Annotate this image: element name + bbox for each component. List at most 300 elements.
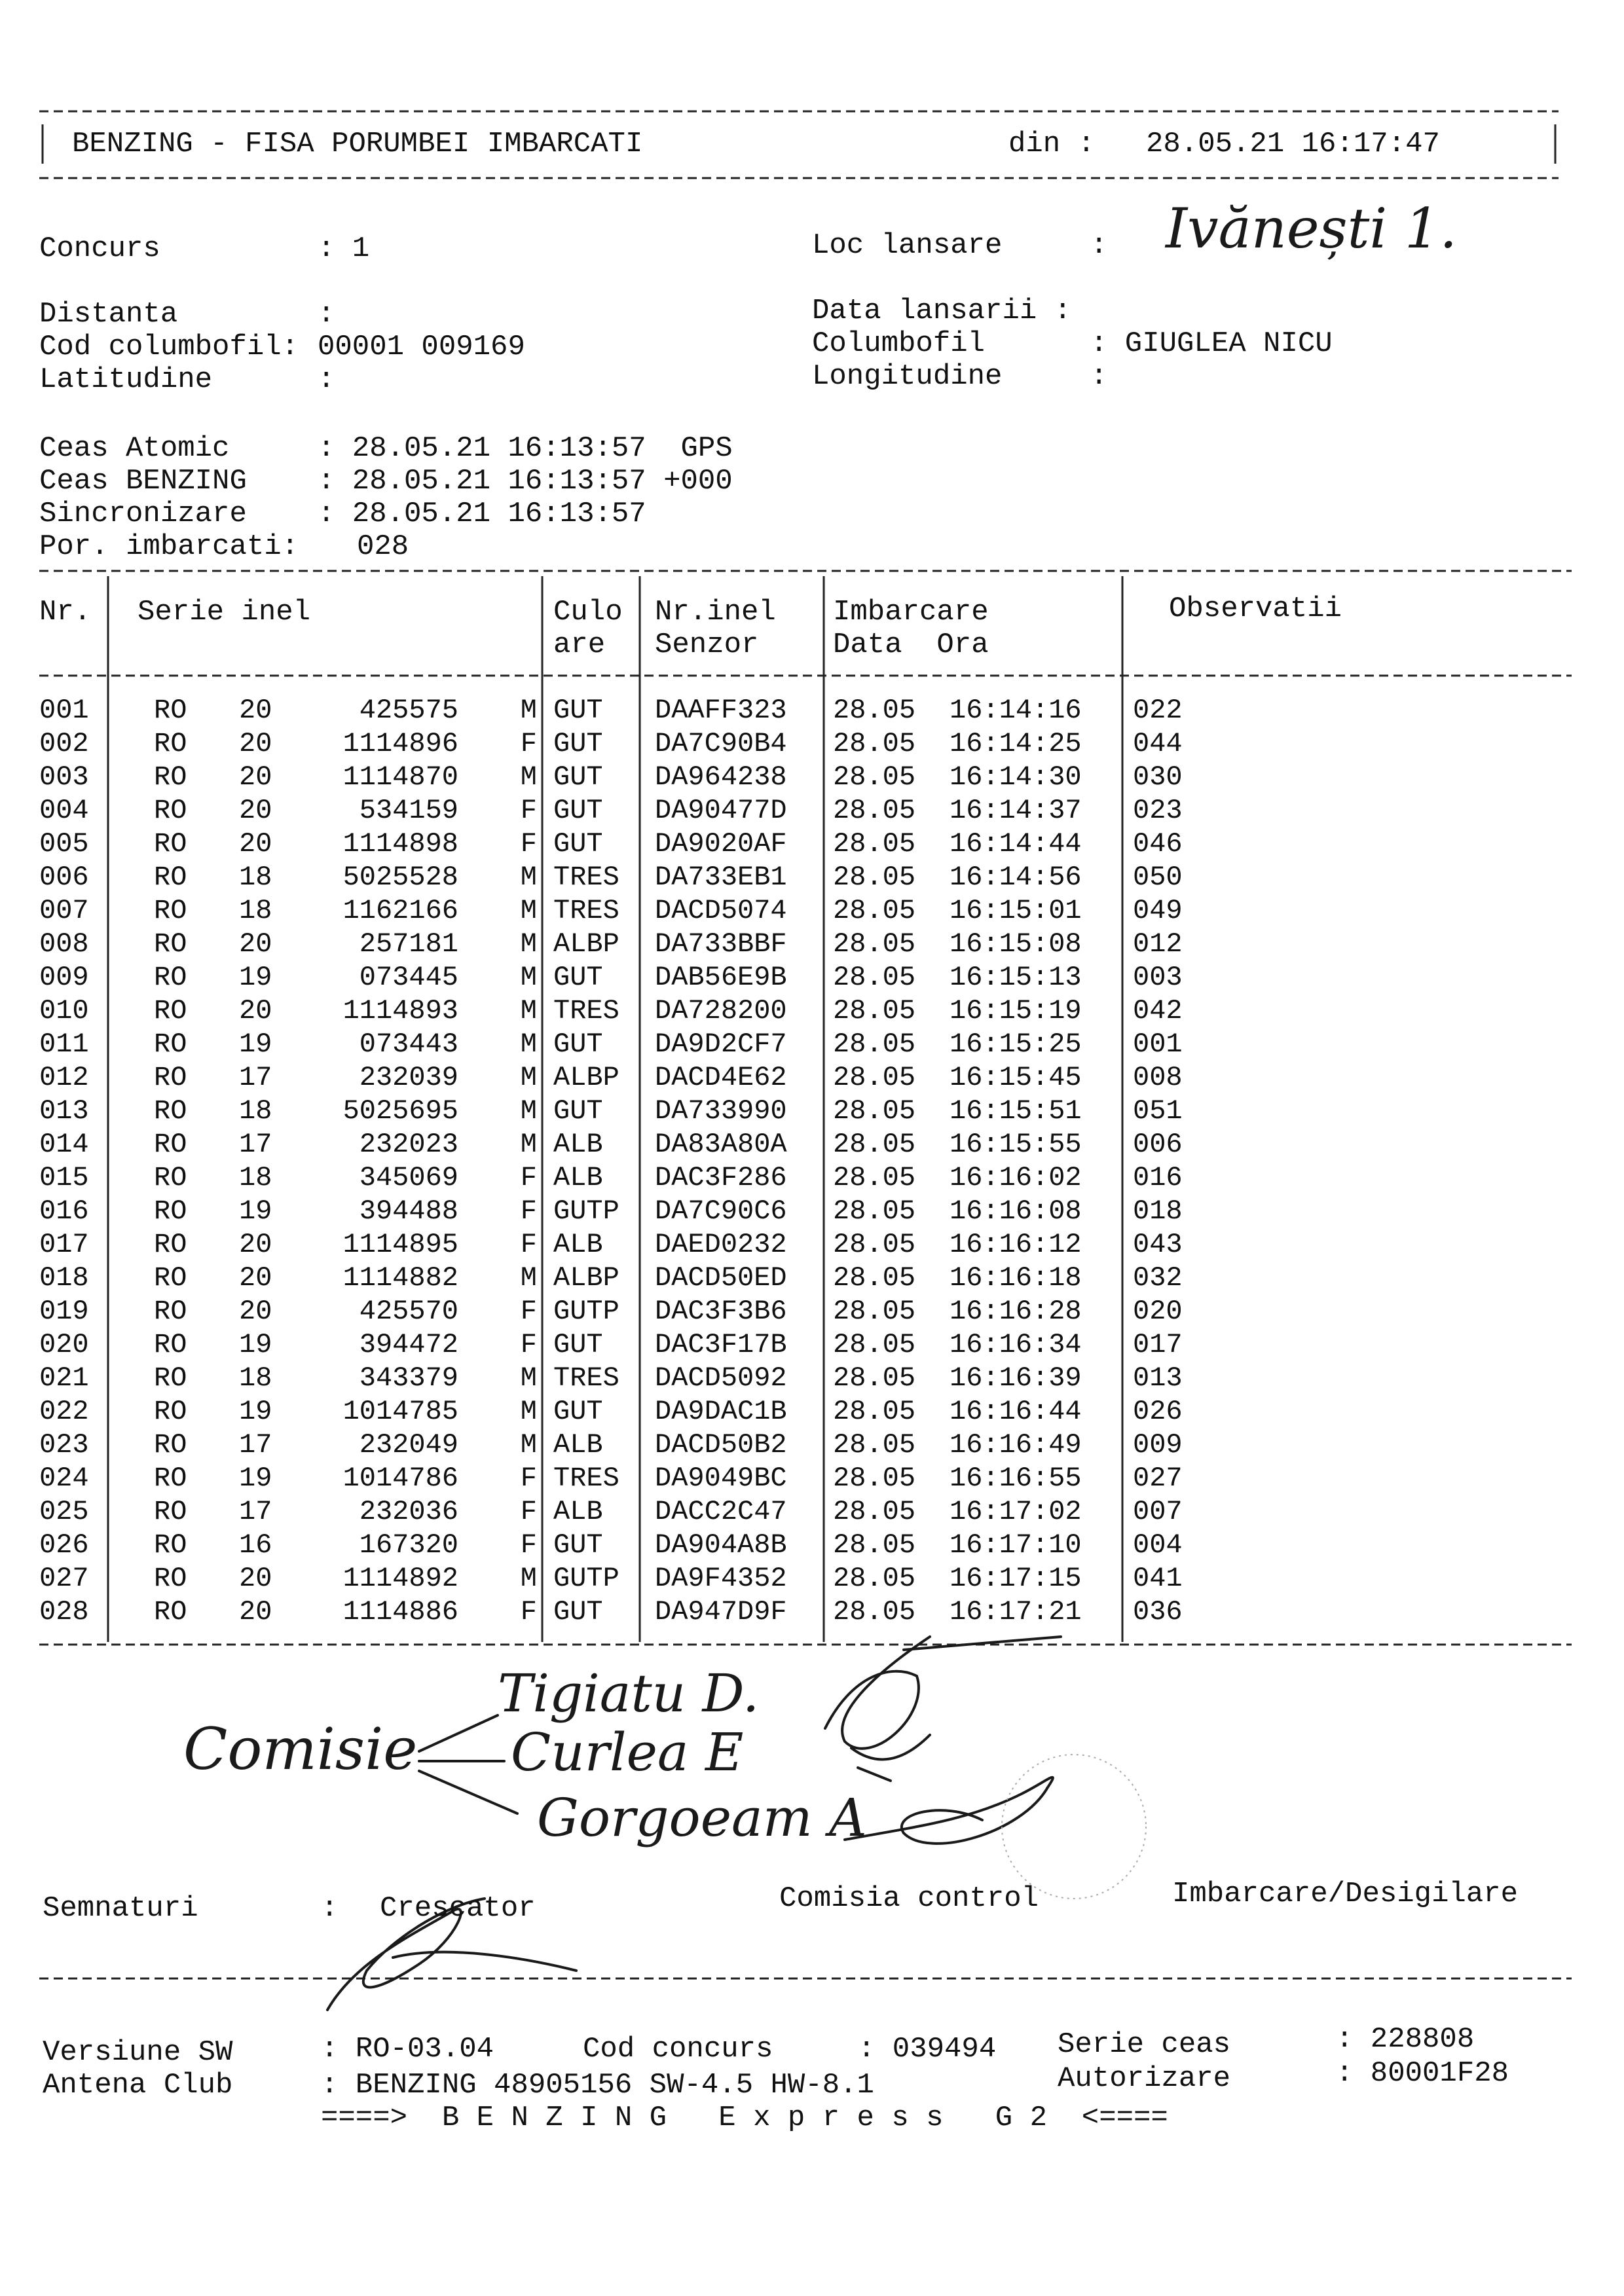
cell-ora: 16:16:18: [950, 1262, 1082, 1294]
cell-nr: 003: [39, 761, 89, 793]
cell-senzor: DACD4E62: [655, 1062, 787, 1093]
longitudine-label: Longitudine: [812, 360, 1003, 393]
cell-sex: M: [520, 695, 537, 726]
cell-tara: RO: [154, 928, 187, 960]
semnaturi-colon: :: [321, 1892, 339, 1925]
cell-sex: F: [520, 1195, 537, 1227]
cell-tara: RO: [154, 1329, 187, 1360]
cell-senzor: DA90477D: [655, 795, 787, 826]
cell-data: 28.05: [833, 1062, 916, 1093]
cell-data: 28.05: [833, 1596, 916, 1628]
cell-ora: 16:16:44: [950, 1396, 1082, 1427]
cell-culoare: GUT: [553, 1596, 603, 1628]
cell-nr: 009: [39, 962, 89, 993]
cell-data: 28.05: [833, 1262, 916, 1294]
cell-senzor: DA9020AF: [655, 828, 787, 860]
cell-sex: F: [520, 1463, 537, 1494]
cell-tara: RO: [154, 1062, 187, 1093]
cell-culoare: ALB: [553, 1229, 603, 1260]
cell-nr: 007: [39, 895, 89, 926]
latitudine-label: Latitudine: [39, 363, 213, 396]
cell-culoare: GUT: [553, 695, 603, 726]
cell-inel: 167320: [359, 1529, 458, 1561]
cell-ora: 16:14:25: [950, 728, 1082, 759]
cell-ora: 16:15:45: [950, 1062, 1082, 1093]
cell-tara: RO: [154, 795, 187, 826]
cell-an: 20: [239, 995, 272, 1027]
cell-an: 20: [239, 1296, 272, 1327]
cell-an: 18: [239, 1162, 272, 1194]
cell-nr: 016: [39, 1195, 89, 1227]
cell-senzor: DAAFF323: [655, 695, 787, 726]
cell-senzor: DACD5092: [655, 1362, 787, 1394]
cell-an: 20: [239, 828, 272, 860]
cell-obs: 012: [1133, 928, 1183, 960]
cell-tara: RO: [154, 728, 187, 759]
cell-obs: 042: [1133, 995, 1183, 1027]
cell-an: 16: [239, 1529, 272, 1561]
cell-data: 28.05: [833, 828, 916, 860]
cell-an: 20: [239, 1229, 272, 1260]
cell-ora: 16:14:30: [950, 761, 1082, 793]
cell-sex: M: [520, 1563, 537, 1594]
cell-ora: 16:14:44: [950, 828, 1082, 860]
cell-nr: 026: [39, 1529, 89, 1561]
cell-nr: 017: [39, 1229, 89, 1260]
cell-sex: M: [520, 895, 537, 926]
cell-ora: 16:16:28: [950, 1296, 1082, 1327]
cell-inel: 534159: [359, 795, 458, 826]
cell-culoare: GUT: [553, 795, 603, 826]
cell-data: 28.05: [833, 728, 916, 759]
cell-nr: 024: [39, 1463, 89, 1494]
cell-senzor: DA9F4352: [655, 1563, 787, 1594]
cell-inel: 394488: [359, 1195, 458, 1227]
cell-nr: 010: [39, 995, 89, 1027]
cell-senzor: DA947D9F: [655, 1596, 787, 1628]
cell-inel: 1114896: [342, 728, 458, 759]
pigeon-count-label: Por. imbarcati:: [39, 530, 299, 563]
signature-scribble-1: [825, 1637, 930, 1749]
cell-obs: 046: [1133, 828, 1183, 860]
cell-culoare: ALBP: [553, 1062, 619, 1093]
cell-data: 28.05: [833, 1229, 916, 1260]
crescator-label: Crescator: [380, 1892, 536, 1925]
cell-inel: 232039: [359, 1062, 458, 1093]
cell-tara: RO: [154, 1162, 187, 1194]
antena-club-value: : BENZING 48905156 SW-4.5 HW-8.1: [321, 2069, 874, 2102]
cell-inel: 345069: [359, 1162, 458, 1194]
distanta-label: Distanta: [39, 298, 178, 331]
cell-inel: 257181: [359, 928, 458, 960]
cell-sex: M: [520, 1095, 537, 1127]
cell-sex: F: [520, 728, 537, 759]
cell-tara: RO: [154, 1029, 187, 1060]
distanta-value: :: [318, 298, 335, 331]
cell-data: 28.05: [833, 862, 916, 893]
cell-tara: RO: [154, 1563, 187, 1594]
cell-obs: 041: [1133, 1563, 1183, 1594]
cell-data: 28.05: [833, 695, 916, 726]
cell-culoare: GUTP: [553, 1195, 619, 1227]
cell-an: 17: [239, 1496, 272, 1527]
cell-senzor: DACD5074: [655, 895, 787, 926]
loc-lansare-label: Loc lansare: [812, 229, 1003, 262]
cell-obs: 043: [1133, 1229, 1183, 1260]
cell-nr: 014: [39, 1129, 89, 1160]
cell-nr: 005: [39, 828, 89, 860]
cell-nr: 008: [39, 928, 89, 960]
cell-culoare: GUT: [553, 1396, 603, 1427]
cell-senzor: DA9049BC: [655, 1463, 787, 1494]
cell-an: 19: [239, 1463, 272, 1494]
cell-inel: 073443: [359, 1029, 458, 1060]
cell-senzor: DACD50ED: [655, 1262, 787, 1294]
cell-tara: RO: [154, 1396, 187, 1427]
cell-tara: RO: [154, 995, 187, 1027]
cell-senzor: DACC2C47: [655, 1496, 787, 1527]
cell-ora: 16:15:19: [950, 995, 1082, 1027]
commission-member-name: Tigiatu D.: [498, 1663, 760, 1724]
semnaturi-label: Semnaturi: [43, 1892, 198, 1925]
cell-an: 19: [239, 1396, 272, 1427]
cell-sex: M: [520, 1429, 537, 1461]
loc-lansare-handwritten: Ivănești 1.: [1166, 196, 1458, 261]
cell-tara: RO: [154, 1496, 187, 1527]
cell-nr: 021: [39, 1362, 89, 1394]
cell-obs: 001: [1133, 1029, 1183, 1060]
col-header-data-ora: Data Ora: [833, 629, 989, 661]
cell-ora: 16:15:55: [950, 1129, 1082, 1160]
cell-inel: 394472: [359, 1329, 458, 1360]
cell-data: 28.05: [833, 1529, 916, 1561]
col-header-senzor: Senzor: [655, 629, 759, 661]
concurs-value: : 1: [318, 232, 370, 265]
versiune-sw-value: : RO-03.04: [321, 2033, 494, 2066]
benzing-banner: ====> B E N Z I N G E x p r e s s G 2 <====: [321, 2102, 1168, 2134]
cell-nr: 006: [39, 862, 89, 893]
cell-an: 18: [239, 895, 272, 926]
clock-label: Sincronizare: [39, 498, 247, 530]
cell-sex: F: [520, 1296, 537, 1327]
cell-ora: 16:16:49: [950, 1429, 1082, 1461]
cell-ora: 16:16:08: [950, 1195, 1082, 1227]
cell-obs: 006: [1133, 1129, 1183, 1160]
cell-data: 28.05: [833, 962, 916, 993]
cell-nr: 001: [39, 695, 89, 726]
cell-data: 28.05: [833, 1129, 916, 1160]
cell-sex: M: [520, 962, 537, 993]
cell-ora: 16:16:39: [950, 1362, 1082, 1394]
cell-ora: 16:16:02: [950, 1162, 1082, 1194]
cell-culoare: GUT: [553, 761, 603, 793]
cell-nr: 018: [39, 1262, 89, 1294]
cell-culoare: TRES: [553, 1463, 619, 1494]
cell-culoare: ALB: [553, 1496, 603, 1527]
cell-ora: 16:14:37: [950, 795, 1082, 826]
cell-inel: 343379: [359, 1362, 458, 1394]
cell-nr: 022: [39, 1396, 89, 1427]
cell-inel: 5025528: [342, 862, 458, 893]
col-header-are: are: [553, 629, 606, 661]
cell-senzor: DA83A80A: [655, 1129, 787, 1160]
cell-an: 19: [239, 962, 272, 993]
cell-data: 28.05: [833, 1429, 916, 1461]
cell-senzor: DAC3F286: [655, 1162, 787, 1194]
din-label: din :: [1008, 128, 1096, 160]
cell-sex: F: [520, 1229, 537, 1260]
autorizare-value: : 80001F28: [1336, 2057, 1509, 2090]
cell-ora: 16:16:12: [950, 1229, 1082, 1260]
col-header-serie: Serie inel: [138, 596, 311, 629]
cell-tara: RO: [154, 1596, 187, 1628]
cell-sex: F: [520, 1329, 537, 1360]
cell-culoare: ALB: [553, 1129, 603, 1160]
cell-senzor: DAC3F3B6: [655, 1296, 787, 1327]
cell-an: 18: [239, 1362, 272, 1394]
cell-an: 20: [239, 761, 272, 793]
cell-senzor: DAED0232: [655, 1229, 787, 1260]
cell-senzor: DA9D2CF7: [655, 1029, 787, 1060]
col-header-imbarcare: Imbarcare: [833, 596, 989, 629]
cell-an: 20: [239, 1563, 272, 1594]
cell-sex: M: [520, 1129, 537, 1160]
cell-nr: 013: [39, 1095, 89, 1127]
cell-nr: 011: [39, 1029, 89, 1060]
cell-inel: 1114892: [342, 1563, 458, 1594]
cell-sex: M: [520, 1029, 537, 1060]
columbofil-value: : GIUGLEA NICU: [1090, 327, 1333, 360]
col-header-nr: Nr.: [39, 596, 92, 629]
cell-inel: 425570: [359, 1296, 458, 1327]
cell-obs: 020: [1133, 1296, 1183, 1327]
cell-tara: RO: [154, 828, 187, 860]
cell-obs: 003: [1133, 962, 1183, 993]
cell-obs: 032: [1133, 1262, 1183, 1294]
columbofil-label: Columbofil: [812, 327, 986, 360]
cell-tara: RO: [154, 1296, 187, 1327]
cell-sex: F: [520, 1496, 537, 1527]
cell-inel: 1114895: [342, 1229, 458, 1260]
cell-data: 28.05: [833, 1162, 916, 1194]
cell-tara: RO: [154, 1463, 187, 1494]
cell-ora: 16:16:55: [950, 1463, 1082, 1494]
cell-senzor: DA7C90C6: [655, 1195, 787, 1227]
cell-an: 20: [239, 728, 272, 759]
serie-ceas-value: : 228808: [1336, 2023, 1475, 2056]
cell-ora: 16:14:56: [950, 862, 1082, 893]
cell-obs: 027: [1133, 1463, 1183, 1494]
loc-lansare-colon: :: [1090, 229, 1108, 262]
cell-sex: M: [520, 862, 537, 893]
clock-value: : 28.05.21 16:13:57: [318, 498, 646, 530]
cell-sex: F: [520, 795, 537, 826]
cell-inel: 073445: [359, 962, 458, 993]
cell-obs: 049: [1133, 895, 1183, 926]
cod-concurs-label: Cod concurs: [583, 2033, 773, 2066]
cell-obs: 022: [1133, 695, 1183, 726]
cell-inel: 425575: [359, 695, 458, 726]
commission-member-name: Gorgoeam A: [537, 1787, 867, 1848]
cell-nr: 004: [39, 795, 89, 826]
cell-nr: 012: [39, 1062, 89, 1093]
cell-tara: RO: [154, 695, 187, 726]
cell-inel: 1162166: [342, 895, 458, 926]
cell-data: 28.05: [833, 1563, 916, 1594]
cell-data: 28.05: [833, 1296, 916, 1327]
cell-ora: 16:17:02: [950, 1496, 1082, 1527]
clock-value: : 28.05.21 16:13:57 +000: [318, 465, 733, 498]
cell-inel: 1014786: [342, 1463, 458, 1494]
cell-sex: F: [520, 1529, 537, 1561]
cell-tara: RO: [154, 1095, 187, 1127]
cell-senzor: DAC3F17B: [655, 1329, 787, 1360]
versiune-sw-label: Versiune SW: [43, 2036, 233, 2069]
clock-label: Ceas Atomic: [39, 432, 230, 465]
cell-nr: 023: [39, 1429, 89, 1461]
cell-nr: 020: [39, 1329, 89, 1360]
cell-sex: M: [520, 1062, 537, 1093]
cell-nr: 019: [39, 1296, 89, 1327]
cell-tara: RO: [154, 1262, 187, 1294]
cell-obs: 013: [1133, 1362, 1183, 1394]
cell-senzor: DAB56E9B: [655, 962, 787, 993]
cell-data: 28.05: [833, 1195, 916, 1227]
cell-data: 28.05: [833, 795, 916, 826]
cell-nr: 002: [39, 728, 89, 759]
cell-sex: M: [520, 1262, 537, 1294]
cell-an: 18: [239, 1095, 272, 1127]
cell-obs: 044: [1133, 728, 1183, 759]
cell-data: 28.05: [833, 928, 916, 960]
cell-obs: 018: [1133, 1195, 1183, 1227]
clock-label: Ceas BENZING: [39, 465, 247, 498]
cell-senzor: DA964238: [655, 761, 787, 793]
cell-an: 20: [239, 928, 272, 960]
imbarcare-desigilare-label: Imbarcare/Desigilare: [1172, 1878, 1519, 1910]
cell-data: 28.05: [833, 1095, 916, 1127]
cell-an: 19: [239, 1195, 272, 1227]
cell-sex: M: [520, 1362, 537, 1394]
cell-tara: RO: [154, 1529, 187, 1561]
cell-ora: 16:15:08: [950, 928, 1082, 960]
cell-inel: 232023: [359, 1129, 458, 1160]
cell-obs: 008: [1133, 1062, 1183, 1093]
cell-data: 28.05: [833, 1396, 916, 1427]
cell-an: 17: [239, 1429, 272, 1461]
cell-nr: 027: [39, 1563, 89, 1594]
cell-an: 20: [239, 695, 272, 726]
cell-inel: 1114893: [342, 995, 458, 1027]
cell-inel: 1114870: [342, 761, 458, 793]
cell-nr: 025: [39, 1496, 89, 1527]
cell-senzor: DA733EB1: [655, 862, 787, 893]
bracket-stroke: [419, 1771, 517, 1813]
cell-data: 28.05: [833, 1496, 916, 1527]
bracket-stroke: [419, 1715, 498, 1751]
cell-culoare: ALB: [553, 1429, 603, 1461]
cell-tara: RO: [154, 761, 187, 793]
col-header-culo: Culo: [553, 596, 623, 629]
cell-data: 28.05: [833, 761, 916, 793]
cell-senzor: DA9DAC1B: [655, 1396, 787, 1427]
cell-data: 28.05: [833, 995, 916, 1027]
cod-concurs-value: : 039494: [858, 2033, 997, 2066]
cell-senzor: DA733BBF: [655, 928, 787, 960]
col-header-nrinel: Nr.inel: [655, 596, 776, 629]
cell-data: 28.05: [833, 1029, 916, 1060]
cell-sex: M: [520, 1396, 537, 1427]
cell-inel: 232049: [359, 1429, 458, 1461]
cell-ora: 16:15:01: [950, 895, 1082, 926]
cell-inel: 1114882: [342, 1262, 458, 1294]
cell-culoare: ALBP: [553, 1262, 619, 1294]
cell-senzor: DA7C90B4: [655, 728, 787, 759]
concurs-label: Concurs: [39, 232, 160, 265]
serie-ceas-label: Serie ceas: [1058, 2028, 1231, 2061]
cell-senzor: DA728200: [655, 995, 787, 1027]
cell-data: 28.05: [833, 1329, 916, 1360]
cell-nr: 028: [39, 1596, 89, 1628]
cell-ora: 16:16:34: [950, 1329, 1082, 1360]
cell-data: 28.05: [833, 1362, 916, 1394]
cell-ora: 16:15:51: [950, 1095, 1082, 1127]
longitudine-value: :: [1090, 360, 1108, 393]
cell-inel: 5025695: [342, 1095, 458, 1127]
antena-club-label: Antena Club: [43, 2069, 233, 2102]
cell-culoare: ALBP: [553, 928, 619, 960]
cell-inel: 1114898: [342, 828, 458, 860]
faded-stamp: [1002, 1755, 1146, 1899]
cell-tara: RO: [154, 1129, 187, 1160]
commission-handwritten-label: Comisie: [183, 1715, 418, 1783]
cell-culoare: GUT: [553, 962, 603, 993]
cell-tara: RO: [154, 962, 187, 993]
cell-sex: F: [520, 828, 537, 860]
cell-inel: 1014785: [342, 1396, 458, 1427]
cell-senzor: DA904A8B: [655, 1529, 787, 1561]
cell-culoare: GUTP: [553, 1563, 619, 1594]
cell-culoare: GUT: [553, 1329, 603, 1360]
cell-tara: RO: [154, 862, 187, 893]
data-lansarii-label: Data lansarii :: [812, 295, 1072, 327]
cell-sex: M: [520, 995, 537, 1027]
cell-ora: 16:17:15: [950, 1563, 1082, 1594]
pigeon-count-value: 028: [357, 530, 409, 563]
cell-tara: RO: [154, 1429, 187, 1461]
cell-obs: 016: [1133, 1162, 1183, 1194]
cell-culoare: ALB: [553, 1162, 603, 1194]
cell-obs: 026: [1133, 1396, 1183, 1427]
cell-obs: 007: [1133, 1496, 1183, 1527]
cell-sex: M: [520, 761, 537, 793]
cell-culoare: TRES: [553, 895, 619, 926]
cell-obs: 051: [1133, 1095, 1183, 1127]
cod-columbofil-label: Cod columbofil:: [39, 331, 299, 363]
cell-senzor: DACD50B2: [655, 1429, 787, 1461]
cell-an: 20: [239, 1596, 272, 1628]
cell-inel: 232036: [359, 1496, 458, 1527]
document-title: BENZING - FISA PORUMBEI IMBARCATI: [72, 128, 643, 160]
latitudine-value: :: [318, 363, 335, 396]
cell-sex: F: [520, 1162, 537, 1194]
cell-tara: RO: [154, 895, 187, 926]
cell-obs: 009: [1133, 1429, 1183, 1461]
cod-columbofil-value: 00001 009169: [318, 331, 525, 363]
cell-culoare: GUT: [553, 728, 603, 759]
cell-ora: 16:15:25: [950, 1029, 1082, 1060]
cell-tara: RO: [154, 1195, 187, 1227]
